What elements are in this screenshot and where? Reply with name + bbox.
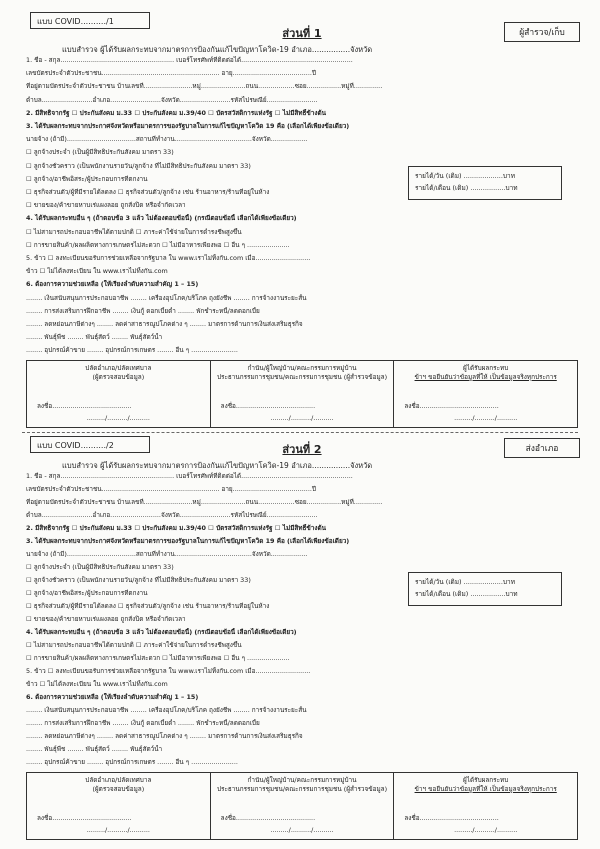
signature-cell-officer bbox=[27, 773, 211, 839]
income-monthly-line: รายได้/เดือน (เดิม) .................บาท bbox=[415, 184, 518, 192]
form-line: 6. ต้องการความช่วยเหลือ (ให้เรียงลำดับความสำคัญ 1 – 15) bbox=[26, 693, 199, 701]
form-line: ☐ การขายสินค้า/ผลผลิตทางการเกษตรไม่สะดวก ☐ ไม่มีอาหารเพียงพอ ☐ อื่น ๆ ..................... bbox=[26, 654, 290, 662]
form-line: ตำบล.........................อำเภอ.........................จังหวัด.........................รหัสไปรษณีย์......................... bbox=[26, 95, 318, 104]
signature-title: กำนัน/ผู้ใหญ่บ้าน/คณะกรรมการหมู่บ้าน bbox=[247, 364, 357, 372]
signature-title: ผู้ได้รับผลกระทบ bbox=[463, 776, 509, 784]
signature-sub: ข้าฯ ขอยืนยันว่าข้อมูลที่ให้ เป็นข้อมูลจริงทุกประการ bbox=[414, 373, 557, 381]
form-line: 5. ข้าว ☐ ลงทะเบียนขอรับการช่วยเหลือจากรัฐบาล ใน www.เราไม่ทิ้งกัน.com เมื่อ........................... bbox=[26, 254, 311, 262]
form-line: เลขบัตรประจำตัวประชาชน.......................................................... อายุ.......................................ปี bbox=[26, 485, 316, 493]
form-line: ที่อยู่ตามบัตรประจำตัวประชาชน บ้านเลขที่........................หมู่......................ถนน..................ซอย.................หมู่ที่.............. bbox=[26, 498, 383, 506]
signature-sub: (ผู้ตรวจสอบข้อมูล) bbox=[92, 785, 145, 793]
form-line: ........ พันธุ์พืช ........ พันธุ์สัตว์ ........ พันธุ์สัตว์น้ำ bbox=[26, 333, 163, 342]
date-line: ........./........../.......... bbox=[270, 414, 334, 422]
form-line: ที่อยู่ตามบัตรประจำตัวประชาชน บ้านเลขที่........................หมู่......................ถนน..................ซอย.................หมู่ที่.............. bbox=[26, 82, 383, 91]
signature-sub: ประธานกรรมการชุมชน/คณะกรรมการชุมชน (ผู้สำรวจข้อมูล) bbox=[216, 785, 388, 793]
survey-title: แบบสำรวจ ผู้ได้รับผลกระทบจากมาตรการป้องกันแก้ไขปัญหาโควิด-19 อำเภอ................จังหวัด bbox=[62, 45, 373, 54]
form-line: ........ เงินสนับสนุนการประกอบอาชีพ ........ เครื่องอุปโภค/บริโภค ถุงยังชีพ ........ การจ้างงานระยะสั้น bbox=[26, 706, 307, 714]
signature-cell-village-head bbox=[211, 361, 395, 427]
signature-line: ลงชื่อ....................................... bbox=[37, 402, 132, 410]
form-line: ☐ ลูกจ้าง/อาชีพอิสระ/ผู้ประกอบการที่ตกงาน bbox=[26, 174, 148, 183]
signature-title: ปลัดอำเภอ/ปลัดเทศบาล bbox=[85, 776, 152, 784]
income-box bbox=[408, 166, 562, 200]
form-line: ☐ ขายของ/ค้าขายหาบเร่แผงลอย ถูกสั่งปิด หรือจำกัดเวลา bbox=[26, 201, 186, 210]
signature-table bbox=[26, 360, 578, 428]
date-line: ........./........../.......... bbox=[86, 826, 150, 834]
form-line: 1. ชื่อ - สกุล........................................................ เบอร์โทรศัพท์ที่ติดต่อได้....................................................... bbox=[26, 472, 353, 480]
income-daily-line: รายได้/วัน (เดิม) ...................บาท bbox=[415, 172, 515, 180]
signature-cell-affected-person bbox=[394, 773, 577, 839]
form-line: 6. ต้องการความช่วยเหลือ (ให้เรียงลำดับความสำคัญ 1 – 15) bbox=[26, 280, 199, 289]
form-line: ........ อุปกรณ์ค้าขาย ........ อุปกรณ์การเกษตร ........ อื่น ๆ ....................... bbox=[26, 758, 238, 766]
form-line: ☐ ลูกจ้างชั่วคราว (เป็นพนักงานรายวัน/ลูกจ้าง ที่ไม่มีสิทธิประกันสังคม มาตรา 33) bbox=[26, 576, 251, 584]
form-line: ........ พันธุ์พืช ........ พันธุ์สัตว์ ........ พันธุ์สัตว์น้ำ bbox=[26, 745, 163, 753]
form-part-1 bbox=[22, 8, 582, 428]
signature-line: ลงชื่อ....................................... bbox=[37, 814, 132, 822]
role-box: ส่งอำเภอ bbox=[504, 438, 580, 458]
date-line: ........./........../.......... bbox=[86, 414, 150, 422]
signature-sub: ข้าฯ ขอยืนยันว่าข้อมูลที่ให้ เป็นข้อมูลจริงทุกประการ bbox=[414, 785, 557, 793]
signature-line: ลงชื่อ....................................... bbox=[404, 402, 499, 410]
signature-line: ลงชื่อ....................................... bbox=[220, 814, 316, 822]
form-line: นายจ้าง (ถ้ามี)..................................สถานที่ทำงาน......................................จังหวัด.................. bbox=[26, 550, 308, 558]
survey-title: แบบสำรวจ ผู้ได้รับผลกระทบจากมาตรการป้องกันแก้ไขปัญหาโควิด-19 อำเภอ................จังหวัด bbox=[62, 461, 373, 470]
form-line: 5. ข้าว ☐ ลงทะเบียนขอรับการช่วยเหลือจากรัฐบาล ใน www.เราไม่ทิ้งกัน.com เมื่อ........................... bbox=[26, 667, 311, 675]
form-line: เลขบัตรประจำตัวประชาชน.......................................................... อายุ.......................................ปี bbox=[26, 69, 316, 78]
signature-title: กำนัน/ผู้ใหญ่บ้าน/คณะกรรมการหมู่บ้าน bbox=[247, 776, 357, 784]
form-line: ........ อุปกรณ์ค้าขาย ........ อุปกรณ์การเกษตร ........ อื่น ๆ ....................... bbox=[26, 346, 238, 355]
date-line: ........./........../.......... bbox=[454, 414, 518, 422]
form-line: ☐ ลูกจ้างชั่วคราว (เป็นพนักงานรายวัน/ลูกจ้าง ที่ไม่มีสิทธิประกันสังคม มาตรา 33) bbox=[26, 161, 251, 170]
form-line: ☐ ลูกจ้าง/อาชีพอิสระ/ผู้ประกอบการที่ตกงาน bbox=[26, 589, 148, 597]
signature-cell-affected-person bbox=[394, 361, 577, 427]
form-line: 4. ได้รับผลกระทบอื่น ๆ (ถ้าตอบข้อ 3 แล้ว ไม่ต้องตอบข้อนี้) (กรณีตอบข้อนี้ เลือกได้เพียงข้อเดียว) bbox=[26, 628, 297, 636]
form-line: ☐ ขายของ/ค้าขายหาบเร่แผงลอย ถูกสั่งปิด หรือจำกัดเวลา bbox=[26, 615, 186, 623]
date-line: ........./........../.......... bbox=[270, 826, 334, 834]
form-line: ........ การส่งเสริมการฝึกอาชีพ ........ เงินกู้ ดอกเบี้ยต่ำ ........ พักชำระหนี้/ลดดอกเบี้ย bbox=[26, 306, 260, 315]
signature-sub: ประธานกรรมการชุมชน/คณะกรรมการชุมชน (ผู้สำรวจข้อมูล) bbox=[216, 373, 388, 381]
form-line: นายจ้าง (ถ้ามี)..................................สถานที่ทำงาน......................................จังหวัด.................. bbox=[26, 135, 308, 144]
form-line: ตำบล.........................อำเภอ.........................จังหวัด.........................รหัสไปรษณีย์......................... bbox=[26, 511, 318, 519]
part-title: ส่วนที่ 2 bbox=[282, 443, 322, 456]
signature-cell-village-head bbox=[211, 773, 395, 839]
signature-title: ผู้ได้รับผลกระทบ bbox=[463, 364, 509, 372]
form-line: ☐ ไม่สามารถประกอบอาชีพได้ตามปกติ ☐ ภาระค่าใช้จ่ายในการดำรงชีพสูงขึ้น bbox=[26, 641, 242, 649]
form-line: ☐ ลูกจ้างประจำ (เป็นผู้มีสิทธิประกันสังคม มาตรา 33) bbox=[26, 148, 174, 157]
form-line: ข้าว ☐ ไม่ได้ลงทะเบียน ใน www.เราไม่ทิ้งกัน.com bbox=[26, 267, 168, 276]
form-line: ........ การส่งเสริมการฝึกอาชีพ ........ เงินกู้ ดอกเบี้ยต่ำ ........ พักชำระหนี้/ลดดอกเบี้ย bbox=[26, 719, 260, 727]
form-line: ........ ลดหย่อนภาษีต่างๆ ........ ลดค่าสาธารณูปโภคต่าง ๆ ........ มาตรการด้านการเงินส่งเสริมธุรกิจ bbox=[26, 732, 303, 740]
income-daily-line: รายได้/วัน (เดิม) ...................บาท bbox=[415, 578, 515, 586]
part-title: ส่วนที่ 1 bbox=[282, 27, 322, 40]
date-line: ........./........../.......... bbox=[454, 826, 518, 834]
form-line: ☐ ไม่สามารถประกอบอาชีพได้ตามปกติ ☐ ภาระค่าใช้จ่ายในการดำรงชีพสูงขึ้น bbox=[26, 227, 242, 236]
form-line: ข้าว ☐ ไม่ได้ลงทะเบียน ใน www.เราไม่ทิ้งกัน.com bbox=[26, 680, 168, 688]
form-line: 2. มีสิทธิจากรัฐ ☐ ประกันสังคม ม.33 ☐ ประกันสังคม ม.39/40 ☐ บัตรสวัสดิการแห่งรัฐ ☐ ไม่มีสิทธิ์ข้างต้น bbox=[26, 524, 327, 532]
signature-sub: (ผู้ตรวจสอบข้อมูล) bbox=[92, 373, 145, 381]
form-line: ☐ การขายสินค้า/ผลผลิตทางการเกษตรไม่สะดวก ☐ ไม่มีอาหารเพียงพอ ☐ อื่น ๆ ..................... bbox=[26, 240, 290, 249]
signature-title: ปลัดอำเภอ/ปลัดเทศบาล bbox=[85, 364, 152, 372]
form-part-2 bbox=[22, 432, 582, 844]
signature-line: ลงชื่อ....................................... bbox=[404, 814, 499, 822]
form-line: 1. ชื่อ - สกุล........................................................ เบอร์โทรศัพท์ที่ติดต่อได้....................................................... bbox=[26, 56, 353, 64]
form-line: 3. ได้รับผลกระทบจากประกาศจังหวัดหรือมาตรการของรัฐบาลในการแก้ไขปัญหาโควิด 19 คือ (เลือกได้เพียงข้อเดียว) bbox=[26, 537, 350, 545]
form-line: 2. มีสิทธิจากรัฐ ☐ ประกันสังคม ม.33 ☐ ประกันสังคม ม.39/40 ☐ บัตรสวัสดิการแห่งรัฐ ☐ ไม่มีสิทธิ์ข้างต้น bbox=[26, 108, 327, 117]
signature-table bbox=[26, 772, 578, 840]
form-line: ........ เงินสนับสนุนการประกอบอาชีพ ........ เครื่องอุปโภค/บริโภค ถุงยังชีพ ........ การจ้างงานระยะสั้น bbox=[26, 293, 307, 302]
form-line: 3. ได้รับผลกระทบจากประกาศจังหวัดหรือมาตรการของรัฐบาลในการแก้ไขปัญหาโควิด 19 คือ (เลือกได้เพียงข้อเดียว) bbox=[26, 122, 350, 130]
income-box bbox=[408, 572, 562, 606]
form-line: ........ ลดหย่อนภาษีต่างๆ ........ ลดค่าสาธารณูปโภคต่าง ๆ ........ มาตรการด้านการเงินส่งเสริมธุรกิจ bbox=[26, 320, 303, 328]
form-line: ☐ ลูกจ้างประจำ (เป็นผู้มีสิทธิประกันสังคม มาตรา 33) bbox=[26, 563, 174, 571]
signature-cell-officer bbox=[27, 361, 211, 427]
form-id-label: แบบ COVID........../1 bbox=[30, 12, 150, 29]
form-line: 4. ได้รับผลกระทบอื่น ๆ (ถ้าตอบข้อ 3 แล้ว ไม่ต้องตอบข้อนี้) (กรณีตอบข้อนี้ เลือกได้เพียงข้อเดียว) bbox=[26, 214, 297, 223]
signature-line: ลงชื่อ....................................... bbox=[220, 402, 316, 410]
income-monthly-line: รายได้/เดือน (เดิม) .................บาท bbox=[415, 590, 518, 598]
role-box: ผู้สำรวจ/เก็บ bbox=[504, 22, 580, 42]
form-id-label: แบบ COVID........../2 bbox=[30, 436, 150, 453]
form-line: ☐ ธุรกิจส่วนตัว/ผู้ที่มีรายได้ลดลง ☐ ธุรกิจส่วนตัว/ลูกจ้าง เช่น ร้านอาหาร/ร้านที่อยู่ในห้าง bbox=[26, 188, 270, 196]
form-line: ☐ ธุรกิจส่วนตัว/ผู้ที่มีรายได้ลดลง ☐ ธุรกิจส่วนตัว/ลูกจ้าง เช่น ร้านอาหาร/ร้านที่อยู่ในห้าง bbox=[26, 602, 270, 610]
